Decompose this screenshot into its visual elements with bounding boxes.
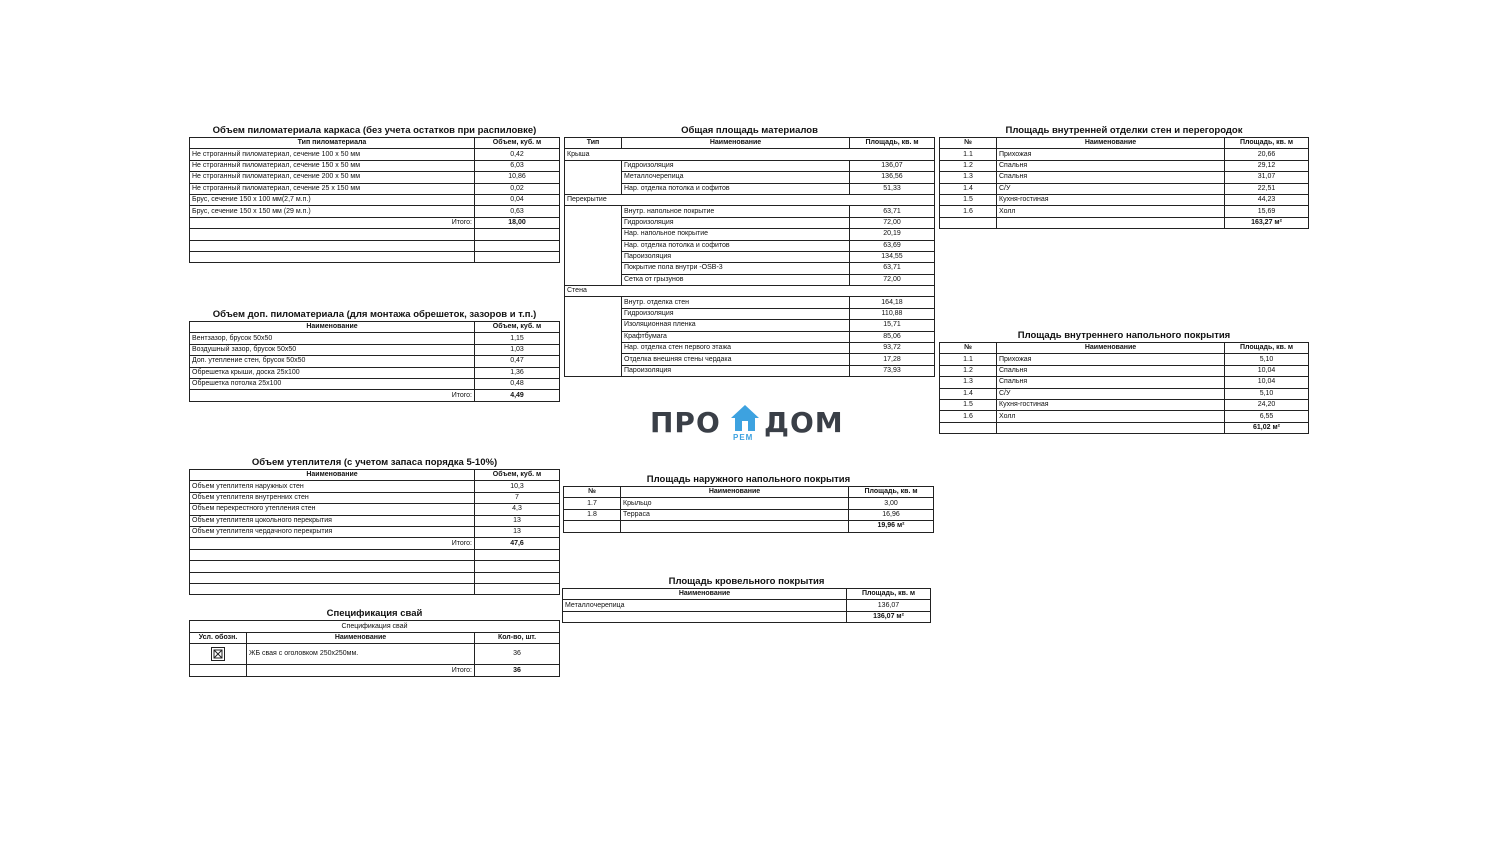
piles-table [189, 632, 560, 677]
cell-number: 1.1 [940, 354, 997, 365]
table-row [940, 411, 1309, 422]
col-header-area: Площадь, кв. м [850, 138, 935, 149]
table-row [190, 504, 560, 515]
table-row [190, 206, 560, 217]
cell-value: 10,04 [1225, 377, 1309, 388]
cell-value: 93,72 [850, 343, 935, 354]
cell-value: 5,10 [1225, 354, 1309, 365]
cell-name: Сетка от грызунов [622, 274, 850, 285]
cell-name: Пароизоляция [622, 251, 850, 262]
total-value: 163,27 м² [1225, 217, 1309, 228]
cell-value: 0,42 [475, 149, 560, 160]
cell-number: 1.4 [940, 183, 997, 194]
cell-name: Изоляционная пленка [622, 320, 850, 331]
col-header-name: Наименование [997, 138, 1225, 149]
table-row [190, 367, 560, 378]
inner-floor-section [939, 329, 1309, 434]
cell-value: 10,04 [1225, 365, 1309, 376]
table-row [940, 399, 1309, 410]
cell-name: Холл [997, 411, 1225, 422]
cell-value: 1,03 [475, 344, 560, 355]
piles-section [189, 607, 560, 677]
cell-number: 1.5 [940, 399, 997, 410]
cell-value: 6,03 [475, 160, 560, 171]
table-row [190, 172, 560, 183]
cell-name: Гидроизоляция [622, 160, 850, 171]
cell-name: Крыльцо [621, 498, 849, 509]
group-label: Перекрытие [565, 194, 935, 205]
cell-number: 1.2 [940, 160, 997, 171]
cell-name: Отделка внешняя стены чердака [622, 354, 850, 365]
frame-lumber-table [189, 137, 560, 263]
outer-floor-title: Площадь наружного напольного покрытия [646, 474, 851, 485]
cell-value: 5,10 [1225, 388, 1309, 399]
cell-name: Внутр. отделка стен [622, 297, 850, 308]
insulation-section [189, 456, 560, 595]
group-row-roof [565, 149, 935, 160]
cell-value: 0,63 [475, 206, 560, 217]
table-row [564, 509, 934, 520]
cell-value: 1,15 [475, 333, 560, 344]
cell-name: Нар. отделка стен первого этажа [622, 343, 850, 354]
col-header-area: Площадь, кв. м [849, 487, 934, 498]
cell-name: Брус, сечение 150 х 150 мм (29 м.п.) [190, 206, 475, 217]
cell-name: Нар. напольное покрытие [622, 229, 850, 240]
cell-value: 22,51 [1225, 183, 1309, 194]
total-row [563, 611, 931, 622]
cell-value: 3,00 [849, 498, 934, 509]
table-row [190, 344, 560, 355]
cell-name: Спальня [997, 365, 1225, 376]
cell-name: Вентзазор, брусок 50х50 [190, 333, 475, 344]
outer-floor-table [563, 486, 934, 533]
cell-number: 1.1 [940, 149, 997, 160]
table-row [190, 492, 560, 503]
table-row [190, 356, 560, 367]
cell-value: 63,69 [850, 240, 935, 251]
inner-floor-title: Площадь внутреннего напольного покрытия [1017, 330, 1231, 341]
cell-name: Прихожая [997, 354, 1225, 365]
cell-value: 110,88 [850, 308, 935, 319]
cell-value: 0,47 [475, 356, 560, 367]
cell-number: 1.3 [940, 377, 997, 388]
wall-finish-title: Площадь внутренней отделки стен и перегородок [1005, 125, 1243, 136]
cell-name: Крафтбумага [622, 331, 850, 342]
cell-name: Нар. отделка потолка и софитов [622, 240, 850, 251]
cell-name: Обрешетка потолка 25х100 [190, 378, 475, 389]
roofing-title: Площадь кровельного покрытия [668, 576, 825, 587]
cell-value: 73,93 [850, 365, 935, 376]
col-header-type: Тип [565, 138, 622, 149]
table-row [565, 274, 935, 285]
total-value: 4,49 [475, 390, 560, 401]
col-header-type: Тип пиломатериала [190, 138, 475, 149]
table-row [190, 194, 560, 205]
materials-title: Общая площадь материалов [681, 125, 818, 136]
cell-value: 13 [475, 515, 560, 526]
col-header-qty: Кол-во, шт. [475, 633, 560, 644]
empty-row [190, 251, 560, 262]
total-label: Итого: [190, 217, 475, 228]
group-row-floor [565, 194, 935, 205]
cell-name: Не строганный пиломатериал, сечение 200 х 50 мм [190, 172, 475, 183]
col-header-area: Площадь, кв. м [1225, 138, 1309, 149]
cell-name: Спальня [997, 160, 1225, 171]
col-header-symbol: Усл. обозн. [190, 633, 247, 644]
cell-value: 6,55 [1225, 411, 1309, 422]
table-row [565, 320, 935, 331]
empty-row [190, 561, 560, 572]
cell-number: 1.7 [564, 498, 621, 509]
col-header-name: Наименование [621, 487, 849, 498]
cell-value: 136,56 [850, 172, 935, 183]
cell-name: Гидроизоляция [622, 308, 850, 319]
cell-name: С/У [997, 388, 1225, 399]
cell-value: 136,07 [847, 600, 931, 611]
cell-name: Не строганный пиломатериал, сечение 25 х 150 мм [190, 183, 475, 194]
roofing-table [562, 588, 931, 623]
total-row [190, 538, 560, 549]
cell-name: Спальня [997, 377, 1225, 388]
cell-value: 15,71 [850, 320, 935, 331]
col-header-number: № [940, 343, 997, 354]
cell-name: Обрешетка крыши, доска 25х100 [190, 367, 475, 378]
cell-number: 1.8 [564, 509, 621, 520]
total-label: Итого: [190, 390, 475, 401]
table-row [190, 160, 560, 171]
col-header-name: Наименование [563, 589, 847, 600]
cell-name: С/У [997, 183, 1225, 194]
cell-value: 17,28 [850, 354, 935, 365]
cell-number: 1.2 [940, 365, 997, 376]
table-row [565, 172, 935, 183]
col-header-volume: Объем, куб. м [475, 470, 560, 481]
table-row [940, 365, 1309, 376]
table-row [190, 481, 560, 492]
pile-symbol-cell [190, 644, 247, 665]
cell-value: 13 [475, 526, 560, 537]
group-row-wall [565, 286, 935, 297]
cell-name: Металлочерепица [563, 600, 847, 611]
pile-symbol-icon [211, 647, 225, 661]
col-header-name: Наименование [247, 633, 475, 644]
cell-name: Терраса [621, 509, 849, 520]
table-row [940, 183, 1309, 194]
materials-table [564, 137, 935, 377]
cell-value: 10,86 [475, 172, 560, 183]
cell-value: 0,02 [475, 183, 560, 194]
table-row [190, 526, 560, 537]
cell-number: 1.3 [940, 172, 997, 183]
table-row [190, 333, 560, 344]
total-row [940, 217, 1309, 228]
frame-lumber-section [189, 124, 560, 263]
cell-name: Не строганный пиломатериал, сечение 100 х 50 мм [190, 149, 475, 160]
cell-name: Покрытие пола внутри -OSB-3 [622, 263, 850, 274]
cell-value: 7 [475, 492, 560, 503]
table-row [565, 206, 935, 217]
col-header-number: № [940, 138, 997, 149]
empty-row [190, 583, 560, 594]
total-row [940, 422, 1309, 433]
empty-row [190, 572, 560, 583]
cell-value: 164,18 [850, 297, 935, 308]
table-row [190, 644, 560, 665]
cell-value: 0,04 [475, 194, 560, 205]
cell-name: ЖБ свая с оголовком 250х250мм. [247, 644, 475, 665]
cell-number: 1.6 [940, 206, 997, 217]
cell-value: 51,33 [850, 183, 935, 194]
table-row [565, 240, 935, 251]
cell-name: Металлочерепица [622, 172, 850, 183]
cell-name: Спальня [997, 172, 1225, 183]
total-row [190, 390, 560, 401]
cell-name: Воздушный зазор, брусок 50х50 [190, 344, 475, 355]
cell-number: 1.5 [940, 194, 997, 205]
cell-name: Гидроизоляция [622, 217, 850, 228]
table-row [565, 229, 935, 240]
piles-subtitle: Спецификация свай [189, 620, 560, 632]
col-header-area: Площадь, кв. м [847, 589, 931, 600]
col-header-name: Наименование [997, 343, 1225, 354]
total-value: 36 [475, 665, 560, 676]
group-label: Стена [565, 286, 935, 297]
pro-dom-logo [650, 404, 850, 446]
cell-name: Пароизоляция [622, 365, 850, 376]
table-row [940, 172, 1309, 183]
cell-name: Холл [997, 206, 1225, 217]
cell-name: Объем утеплителя наружных стен [190, 481, 475, 492]
inner-floor-table [939, 342, 1309, 434]
table-row [940, 388, 1309, 399]
cell-name: Брус, сечение 150 х 100 мм(2,7 м.п.) [190, 194, 475, 205]
col-header-name: Наименование [190, 322, 475, 333]
cell-value: 4,3 [475, 504, 560, 515]
total-row [190, 665, 560, 676]
cell-value: 20,19 [850, 229, 935, 240]
table-row [190, 183, 560, 194]
total-row [190, 217, 560, 228]
cell-value: 15,69 [1225, 206, 1309, 217]
total-value: 19,96 м² [849, 521, 934, 532]
total-label: Итого: [190, 538, 475, 549]
table-row [190, 378, 560, 389]
cell-value: 29,12 [1225, 160, 1309, 171]
outer-floor-section [563, 473, 934, 533]
table-row [565, 263, 935, 274]
cell-name: Объем утеплителя внутренних стен [190, 492, 475, 503]
cell-value: 10,3 [475, 481, 560, 492]
col-header-name: Наименование [190, 470, 475, 481]
cell-number: 1.6 [940, 411, 997, 422]
table-row [565, 297, 935, 308]
table-row [565, 217, 935, 228]
table-row [565, 308, 935, 319]
col-header-name: Наименование [622, 138, 850, 149]
cell-value: 20,66 [1225, 149, 1309, 160]
wall-finish-section [939, 124, 1309, 229]
table-row [940, 149, 1309, 160]
cell-value: 134,55 [850, 251, 935, 262]
col-header-number: № [564, 487, 621, 498]
col-header-volume: Объем, куб. м [475, 138, 560, 149]
cell-name: Объем утеплителя чердачного перекрытия [190, 526, 475, 537]
cell-value: 24,20 [1225, 399, 1309, 410]
cell-value: 16,96 [849, 509, 934, 520]
cell-name: Нар. отделка потолка и софитов [622, 183, 850, 194]
table-row [563, 600, 931, 611]
roofing-section [562, 575, 931, 623]
extra-lumber-section [189, 308, 560, 402]
insulation-title: Объем утеплителя (с учетом запаса порядка 5-10%) [251, 457, 498, 468]
cell-value: 1,36 [475, 367, 560, 378]
logo-text-rem: РЕМ [733, 433, 754, 442]
col-header-volume: Объем, куб. м [475, 322, 560, 333]
table-row [565, 160, 935, 171]
table-row [565, 183, 935, 194]
cell-name: Объем утеплителя цокольного перекрытия [190, 515, 475, 526]
cell-name: Внутр. напольное покрытие [622, 206, 850, 217]
table-row [940, 206, 1309, 217]
cell-qty: 36 [475, 644, 560, 665]
logo-text-pro: ПРО [650, 406, 721, 439]
total-value: 61,02 м² [1225, 422, 1309, 433]
cell-value: 63,71 [850, 206, 935, 217]
cell-name: Не строганный пиломатериал, сечение 150 х 50 мм [190, 160, 475, 171]
cell-name: Объем перекрестного утепления стен [190, 504, 475, 515]
group-label: Крыша [565, 149, 935, 160]
extra-lumber-title: Объем доп. пиломатериала (для монтажа обрешеток, зазоров и т.п.) [212, 309, 537, 320]
table-row [190, 515, 560, 526]
frame-lumber-title: Объем пиломатериала каркаса (без учета остатков при распиловке) [212, 125, 537, 136]
total-value: 136,07 м² [847, 611, 931, 622]
table-row [565, 251, 935, 262]
table-row [940, 377, 1309, 388]
cell-name: Кухня-гостиная [997, 194, 1225, 205]
table-row [565, 365, 935, 376]
cell-name: Прихожая [997, 149, 1225, 160]
piles-title: Спецификация свай [326, 608, 423, 619]
logo-text-dom: ДОМ [764, 406, 844, 439]
total-value: 47,6 [475, 538, 560, 549]
cell-number: 1.4 [940, 388, 997, 399]
cell-value: 44,23 [1225, 194, 1309, 205]
cell-name: Кухня-гостиная [997, 399, 1225, 410]
table-row [565, 343, 935, 354]
cell-name: Доп. утепление стен, брусок 50х50 [190, 356, 475, 367]
total-row [564, 521, 934, 532]
cell-value: 72,00 [850, 217, 935, 228]
extra-lumber-table [189, 321, 560, 402]
table-row [190, 149, 560, 160]
cell-value: 63,71 [850, 263, 935, 274]
table-row [940, 354, 1309, 365]
cell-value: 136,07 [850, 160, 935, 171]
cell-value: 72,00 [850, 274, 935, 285]
table-row [564, 498, 934, 509]
wall-finish-table [939, 137, 1309, 229]
table-row [565, 354, 935, 365]
col-header-area: Площадь, кв. м [1225, 343, 1309, 354]
materials-section [564, 124, 935, 377]
table-row [940, 160, 1309, 171]
insulation-table [189, 469, 560, 595]
table-row [565, 331, 935, 342]
cell-value: 85,06 [850, 331, 935, 342]
empty-row [190, 229, 560, 240]
total-label: Итого: [247, 665, 475, 676]
cell-value: 0,48 [475, 378, 560, 389]
table-row [940, 194, 1309, 205]
empty-row [190, 549, 560, 560]
empty-row [190, 240, 560, 251]
total-value: 18,00 [475, 217, 560, 228]
cell-value: 31,07 [1225, 172, 1309, 183]
